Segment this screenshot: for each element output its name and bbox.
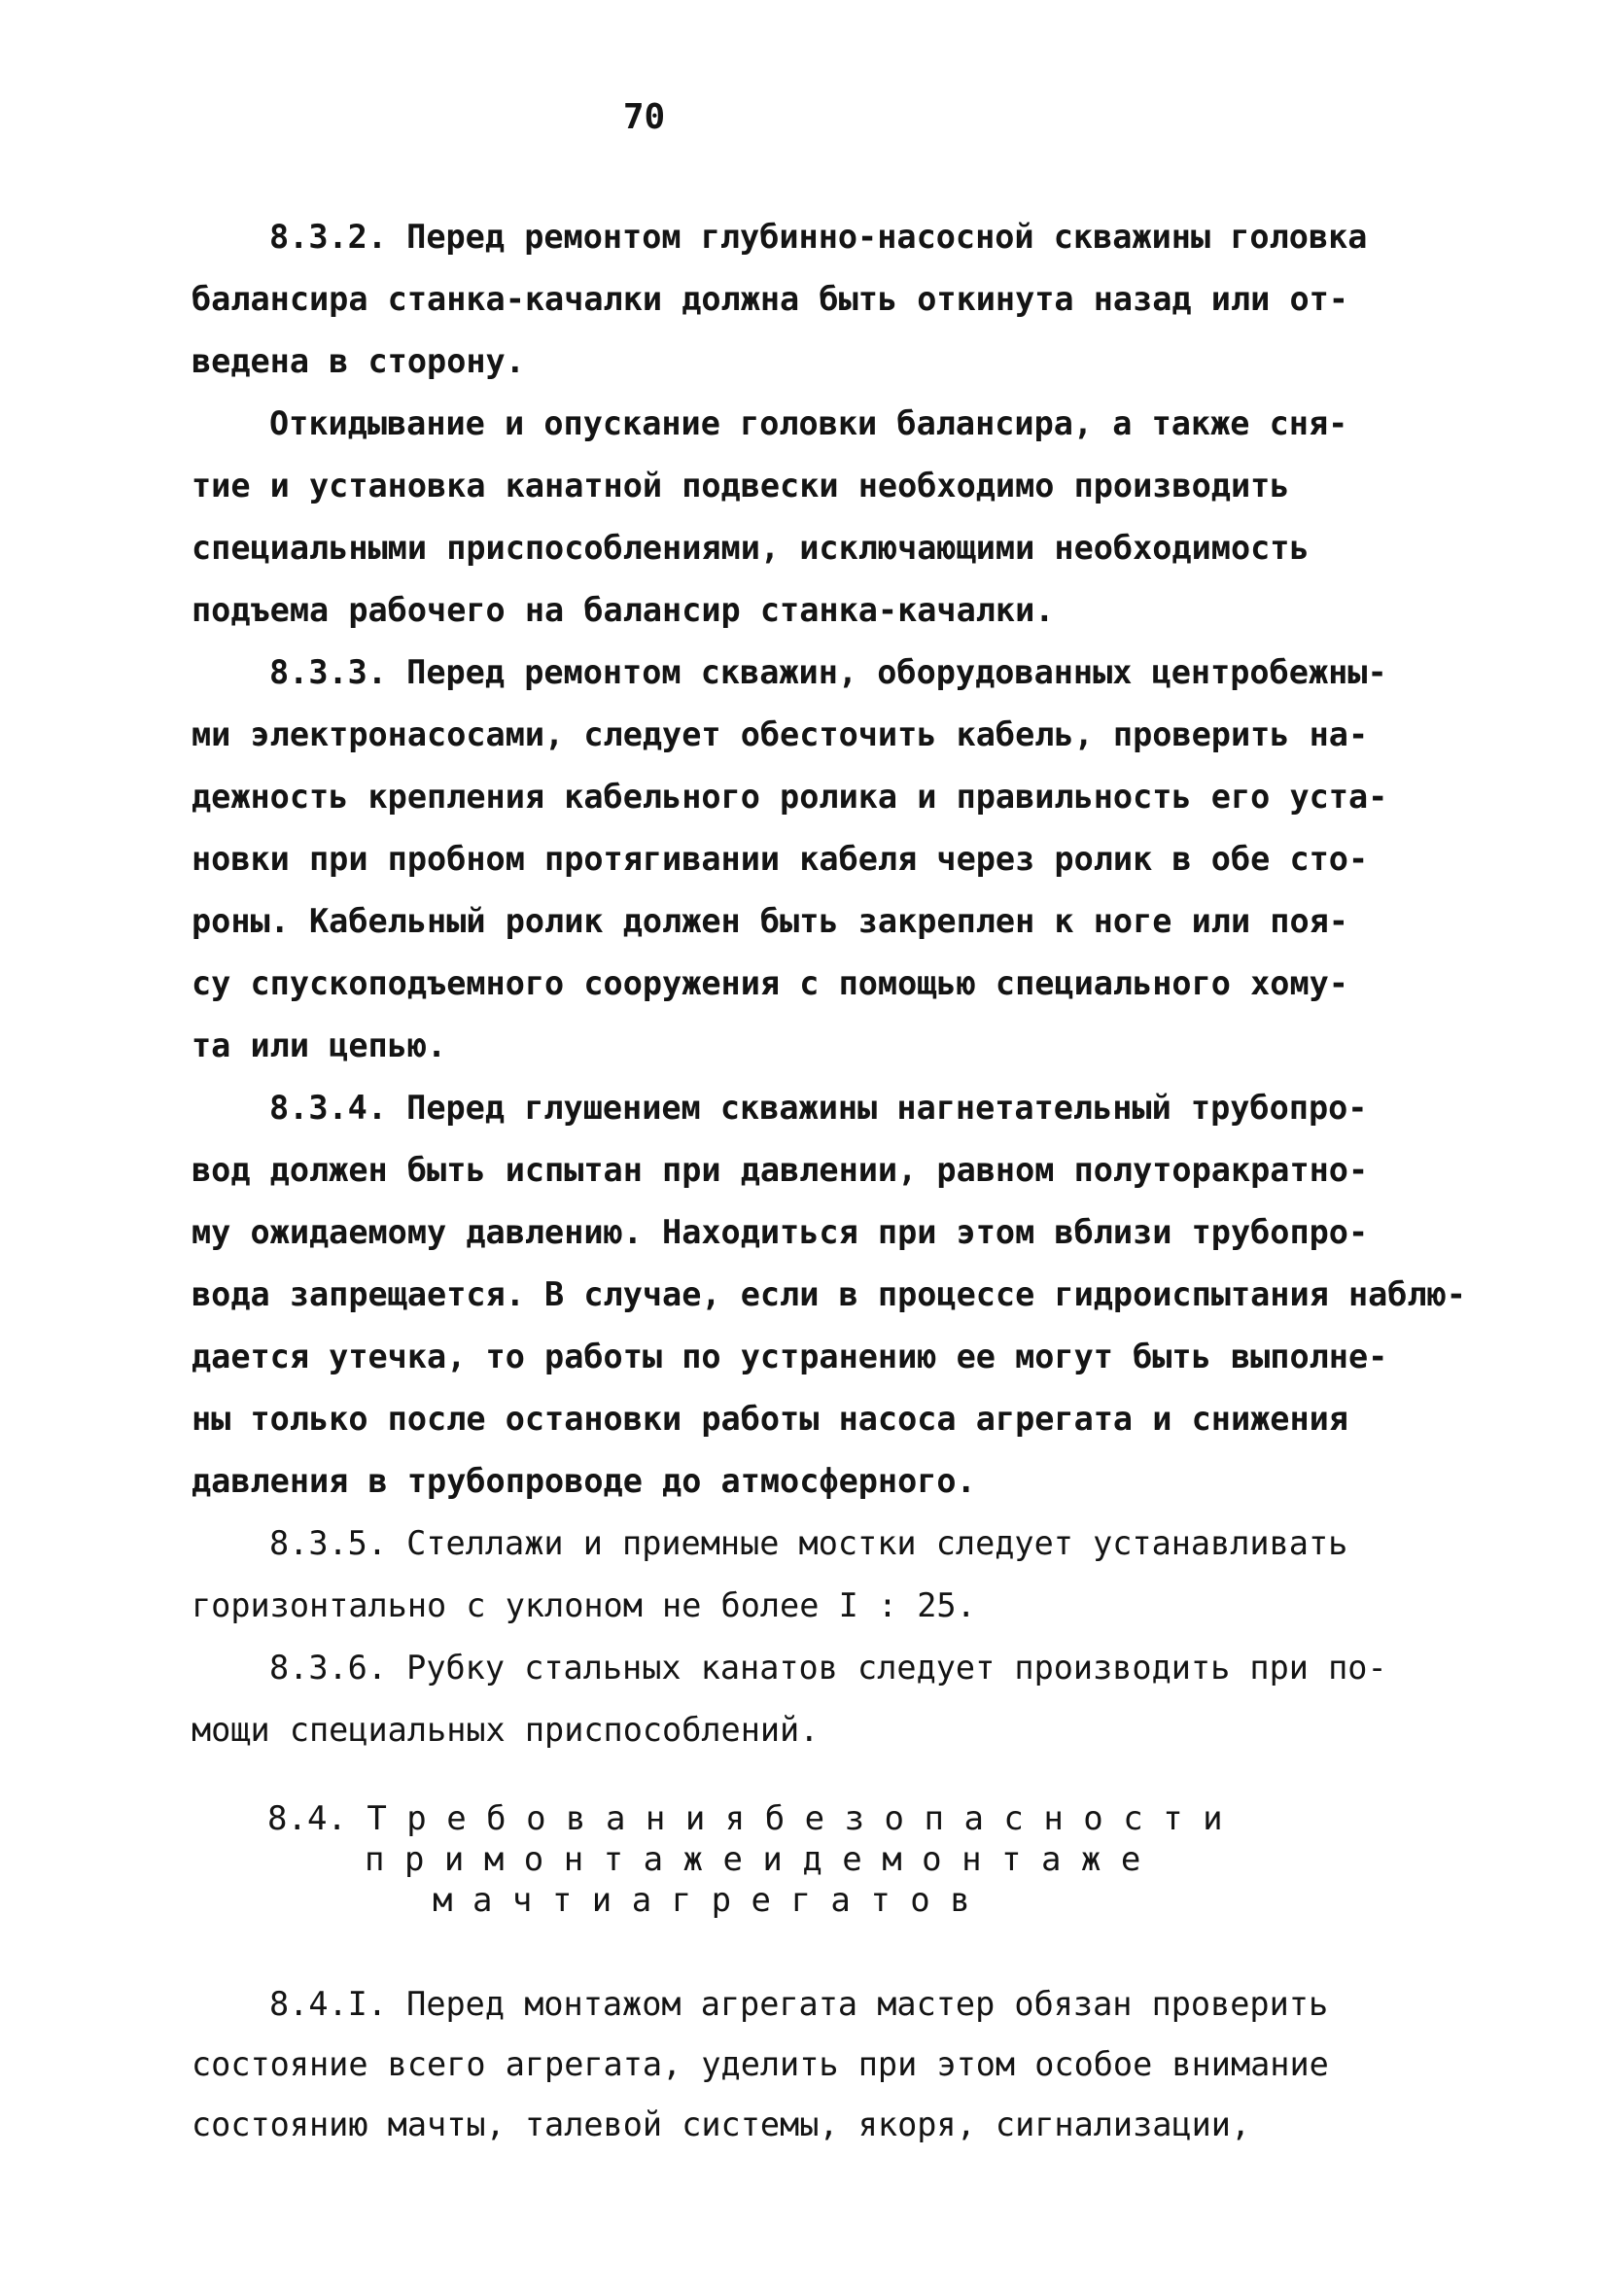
text-line: Откидывание и опускание головки балансира, а также сня- <box>269 404 1348 442</box>
text-line: 8.3.4. Перед глушением скважины нагнетательный трубопро- <box>269 1089 1368 1127</box>
text-line: вода запрещается. В случае, если в процессе гидроиспытания наблю- <box>192 1275 1466 1313</box>
text-line: 8.3.5. Стеллажи и приемные мостки следует устанавливать <box>269 1524 1348 1562</box>
text-line: балансира станка-качалки должна быть откинута назад или от- <box>192 280 1348 318</box>
heading-line: 8.4. Т р е б о в а н и я б е з о п а с н о с т и <box>267 1799 1223 1838</box>
text-line: вод должен быть испытан при давлении, равном полуторакратно- <box>192 1151 1369 1189</box>
text-line: 8.4.I. Перед монтажом агрегата мастер обязан проверить <box>269 1985 1329 2023</box>
page-number: 70 <box>622 97 666 137</box>
text-line: новки при пробном протягивании кабеля через ролик в обе сто- <box>192 840 1369 878</box>
text-line: горизонтально с уклоном не более I : 25. <box>192 1586 976 1624</box>
text-line: му ожидаемому давлению. Находиться при этом вблизи трубопро- <box>192 1213 1369 1251</box>
paragraph-8-3-6 <box>192 1637 1436 1761</box>
text-line: ны только после остановки работы насоса агрегата и снижения <box>192 1400 1348 1438</box>
text-line: дается утечка, то работы по устранению ее могут быть выполне- <box>192 1338 1388 1375</box>
text-line: состоянию мачты, талевой системы, якоря, сигнализации, <box>192 2105 1251 2143</box>
text-line: та или цепью. <box>192 1026 447 1064</box>
text-line: роны. Кабельный ролик должен быть закреплен к ноге или поя- <box>192 902 1348 940</box>
paragraph-8-3-4 <box>192 1077 1466 1513</box>
text-line: давления в трубопроводе до атмосферного. <box>192 1462 976 1500</box>
text-line: мощи специальных приспособлений. <box>192 1711 820 1749</box>
paragraph-8-3-3 <box>192 642 1436 1077</box>
text-line: специальными приспособлениями, исключающими необходимость <box>192 529 1310 567</box>
text-line: су спускоподъемного сооружения с помощью специального хому- <box>192 964 1348 1002</box>
paragraph-8-3-2 <box>192 206 1436 393</box>
text-line: состояние всего агрегата, уделить при этом особое внимание <box>192 2045 1329 2083</box>
text-line: дежность крепления кабельного ролика и правильность его уста- <box>192 778 1388 816</box>
text-line: тие и установка канатной подвески необходимо производить <box>192 467 1290 504</box>
text-line: ми электронасосами, следует обесточить кабель, проверить на- <box>192 715 1369 753</box>
paragraph-8-3-5 <box>192 1513 1436 1637</box>
paragraph-8-3-2-continued <box>192 393 1436 642</box>
text-line: 8.3.6. Рубку стальных канатов следует производить при по- <box>269 1649 1387 1687</box>
text-line: 8.3.2. Перед ремонтом глубинно-насосной скважины головка <box>269 218 1368 256</box>
heading-line: п р и м о н т а ж е и д е м о н т а ж е <box>365 1840 1141 1879</box>
section-heading-8-4 <box>267 1798 1337 1921</box>
paragraph-8-4-1 <box>192 1973 1436 2154</box>
heading-line: м а ч т и а г р е г а т о в <box>433 1881 970 1920</box>
text-line: 8.3.3. Перед ремонтом скважин, оборудованных центробежны- <box>269 653 1387 691</box>
text-line: подъема рабочего на балансир станка-качалки. <box>192 591 1055 629</box>
text-line: ведена в сторону. <box>192 342 525 380</box>
